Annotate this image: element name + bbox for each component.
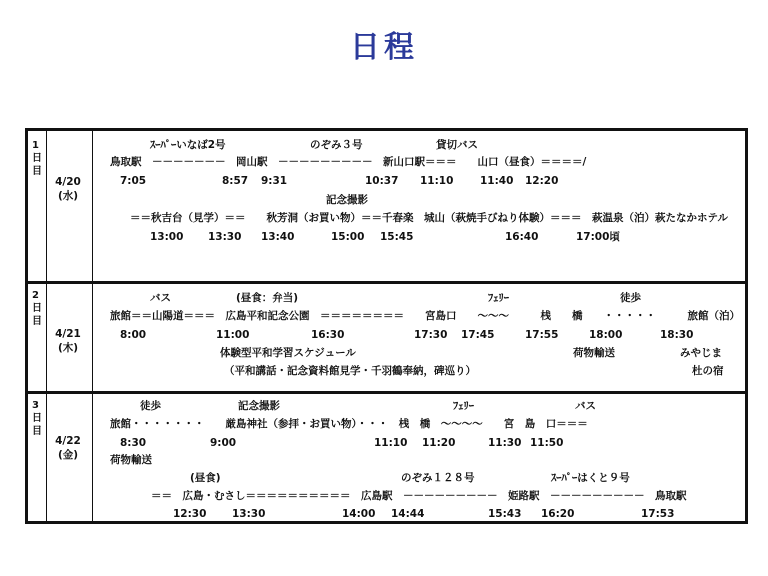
transport-label: 徒歩: [620, 292, 641, 304]
program-note: 体験型平和学習スケジュール: [220, 347, 356, 359]
time: 18:00: [589, 329, 623, 341]
luggage-label: 荷物輸送: [110, 454, 152, 466]
column-divider: [46, 131, 47, 521]
inn-name: 杜の宿: [692, 365, 724, 377]
time: 8:00: [120, 329, 147, 341]
luggage-label: 荷物輸送: [573, 347, 615, 359]
transport-label: ﾌｪﾘｰ: [453, 400, 474, 412]
time: 12:20: [525, 175, 559, 187]
transport-label: 徒歩: [140, 400, 161, 412]
time: 11:10: [374, 437, 408, 449]
meal-label: (昼食：弁当): [236, 292, 299, 304]
schedule-table: [25, 128, 748, 524]
inn-name: みやじま: [680, 347, 722, 359]
time: 15:00: [331, 231, 365, 243]
time: 9:31: [261, 175, 288, 187]
transport-label: ｽｰﾊﾟｰいなば2号: [150, 139, 226, 151]
route-line: ＝＝秋吉台（見学）＝＝ 秋芳洞（お買い物）＝＝千春楽 城山（萩焼手びねり体験）＝＝＝ 萩温泉（泊）萩たなかホテル: [130, 212, 728, 224]
time: 13:30: [208, 231, 242, 243]
day-number: 3 日 目: [32, 400, 42, 437]
day-number: 2 日 目: [32, 290, 42, 327]
column-divider: [92, 131, 93, 521]
time: 17:00頃: [576, 231, 620, 243]
row-divider: [28, 391, 745, 394]
time: 16:40: [505, 231, 539, 243]
transport-label: のぞみ３号: [310, 139, 363, 151]
time: 17:53: [641, 508, 675, 520]
time: 11:40: [480, 175, 514, 187]
time: 10:37: [365, 175, 399, 187]
time: 11:00: [216, 329, 250, 341]
time: 18:30: [660, 329, 694, 341]
meal-label: (昼食): [190, 472, 221, 484]
route-line: 鳥取駅 －－－－－－－ 岡山駅 －－－－－－－－－ 新山口駅＝＝＝ 山口（昼食）＝＝＝＝/: [110, 156, 587, 168]
day-number: 1 日 目: [32, 140, 42, 177]
time: 8:30: [120, 437, 147, 449]
time: 8:57: [222, 175, 249, 187]
time: 15:45: [380, 231, 414, 243]
activity-label: 記念撮影: [326, 194, 368, 206]
time: 11:20: [422, 437, 456, 449]
transport-label: ﾌｪﾘｰ: [488, 292, 509, 304]
time: 14:00: [342, 508, 376, 520]
activity-label: 記念撮影: [238, 400, 280, 412]
row-divider: [28, 281, 745, 284]
page-title: 日程: [350, 30, 418, 65]
route-line: 旅館・・・・・・・ 厳島神社（参拝・お買い物）・・・ 桟 橋 ～～～～ 宮 島 口＝＝＝: [110, 418, 588, 430]
route-line: 旅館＝＝山陽道＝＝＝ 広島平和記念公園 ＝＝＝＝＝＝＝＝ 宮島口 ～～～ 桟 橋 ・・・・・ 旅館（泊）: [110, 310, 740, 322]
time: 15:43: [488, 508, 522, 520]
program-note: （平和講話・記念資料館見学・千羽鶴奉納，碑巡り）: [224, 365, 476, 377]
time: 13:30: [232, 508, 266, 520]
transport-label: バス: [575, 400, 596, 412]
time: 17:55: [525, 329, 559, 341]
day-date: 4/20 (水): [55, 176, 81, 202]
time: 12:30: [173, 508, 207, 520]
transport-label: ｽｰﾊﾟｰはくと９号: [551, 472, 630, 484]
time: 9:00: [210, 437, 237, 449]
time: 16:20: [541, 508, 575, 520]
time: 11:50: [530, 437, 564, 449]
time: 7:05: [120, 175, 147, 187]
day-date: 4/22 (金): [55, 435, 81, 461]
time: 13:00: [150, 231, 184, 243]
time: 13:40: [261, 231, 295, 243]
transport-label: 貸切バス: [436, 139, 478, 151]
time: 14:44: [391, 508, 425, 520]
time: 16:30: [311, 329, 345, 341]
route-line: ＝＝ 広島・むさし＝＝＝＝＝＝＝＝＝＝ 広島駅 －－－－－－－－－ 姫路駅 －－－－－－－－－ 鳥取駅: [151, 490, 687, 502]
time: 11:10: [420, 175, 454, 187]
transport-label: のぞみ１２８号: [401, 472, 475, 484]
time: 11:30: [488, 437, 522, 449]
time: 17:45: [461, 329, 495, 341]
day-date: 4/21 (木): [55, 328, 81, 354]
transport-label: バス: [150, 292, 171, 304]
time: 17:30: [414, 329, 448, 341]
